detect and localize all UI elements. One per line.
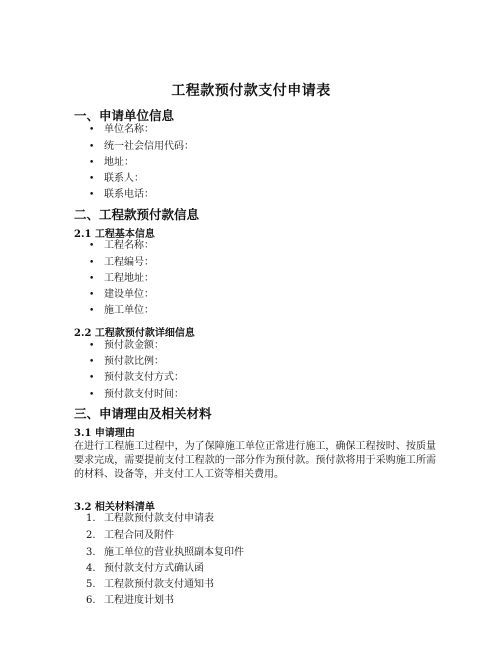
- list-item: 预付款支付时间：: [104, 389, 184, 400]
- list-number: 4.: [86, 563, 96, 574]
- bullet-icon: •: [89, 290, 95, 300]
- list-number: 5.: [86, 579, 96, 590]
- bullet-icon: •: [89, 341, 95, 351]
- list-item: 工程合同及附件: [104, 530, 174, 541]
- bullet-icon: •: [89, 158, 95, 168]
- list-item: 工程名称：: [104, 240, 154, 251]
- bullet-icon: •: [89, 174, 95, 184]
- list-item: 联系人：: [104, 173, 144, 184]
- list-item: 地址：: [104, 157, 134, 168]
- document-title: 工程款预付款支付申请表: [171, 83, 331, 99]
- list-item: 单位名称：: [104, 124, 154, 135]
- reason-paragraph: 在进行工程施工过程中，为了保障施工单位正常进行施工，确保工程按时、按质量要求完成，需要提前支付工程款的一部分作为预付款。预付款将用于采购施工所需的材料、设备等，并支付工人工资等相关费用。: [74, 441, 436, 480]
- bullet-icon: •: [89, 274, 95, 284]
- section-3-heading: 三、申请理由及相关材料: [74, 406, 212, 421]
- bullet-icon: •: [89, 241, 95, 251]
- list-item: 工程地址：: [104, 273, 154, 284]
- bullet-icon: •: [89, 190, 95, 200]
- bullet-icon: •: [89, 306, 95, 316]
- list-item: 统一社会信用代码：: [104, 141, 194, 152]
- list-item: 工程进度计划书: [104, 595, 174, 606]
- list-item: 建设单位：: [104, 289, 154, 300]
- list-number: 1.: [86, 513, 96, 524]
- bullet-icon: •: [89, 125, 95, 135]
- list-item: 预付款支付方式：: [104, 372, 184, 383]
- bullet-icon: •: [89, 390, 95, 400]
- subsection-2-2-heading: 2.2 工程款预付款详细信息: [74, 328, 195, 339]
- list-item: 工程款预付款支付申请表: [104, 513, 214, 524]
- list-item: 施工单位：: [104, 305, 154, 316]
- subsection-3-1-heading: 3.1 申请理由: [74, 428, 135, 439]
- section-1-heading: 一、申请单位信息: [74, 108, 175, 123]
- list-item: 预付款比例：: [104, 356, 164, 367]
- list-item: 工程编号：: [104, 257, 154, 268]
- bullet-icon: •: [89, 258, 95, 268]
- list-item: 施工单位的营业执照副本复印件: [104, 547, 244, 558]
- list-number: 2.: [86, 530, 96, 541]
- list-item: 预付款金额：: [104, 340, 164, 351]
- list-item: 预付款支付方式确认函: [104, 563, 204, 574]
- subsection-2-1-heading: 2.1 工程基本信息: [74, 229, 155, 240]
- bullet-icon: •: [89, 373, 95, 383]
- list-item: 工程款预付款支付通知书: [104, 579, 214, 590]
- subsection-3-2-heading: 3.2 相关材料清单: [74, 502, 155, 513]
- list-number: 3.: [86, 547, 96, 558]
- list-number: 6.: [86, 595, 96, 606]
- list-item: 联系电话：: [104, 189, 154, 200]
- bullet-icon: •: [89, 357, 95, 367]
- section-2-heading: 二、工程款预付款信息: [74, 207, 200, 222]
- bullet-icon: •: [89, 142, 95, 152]
